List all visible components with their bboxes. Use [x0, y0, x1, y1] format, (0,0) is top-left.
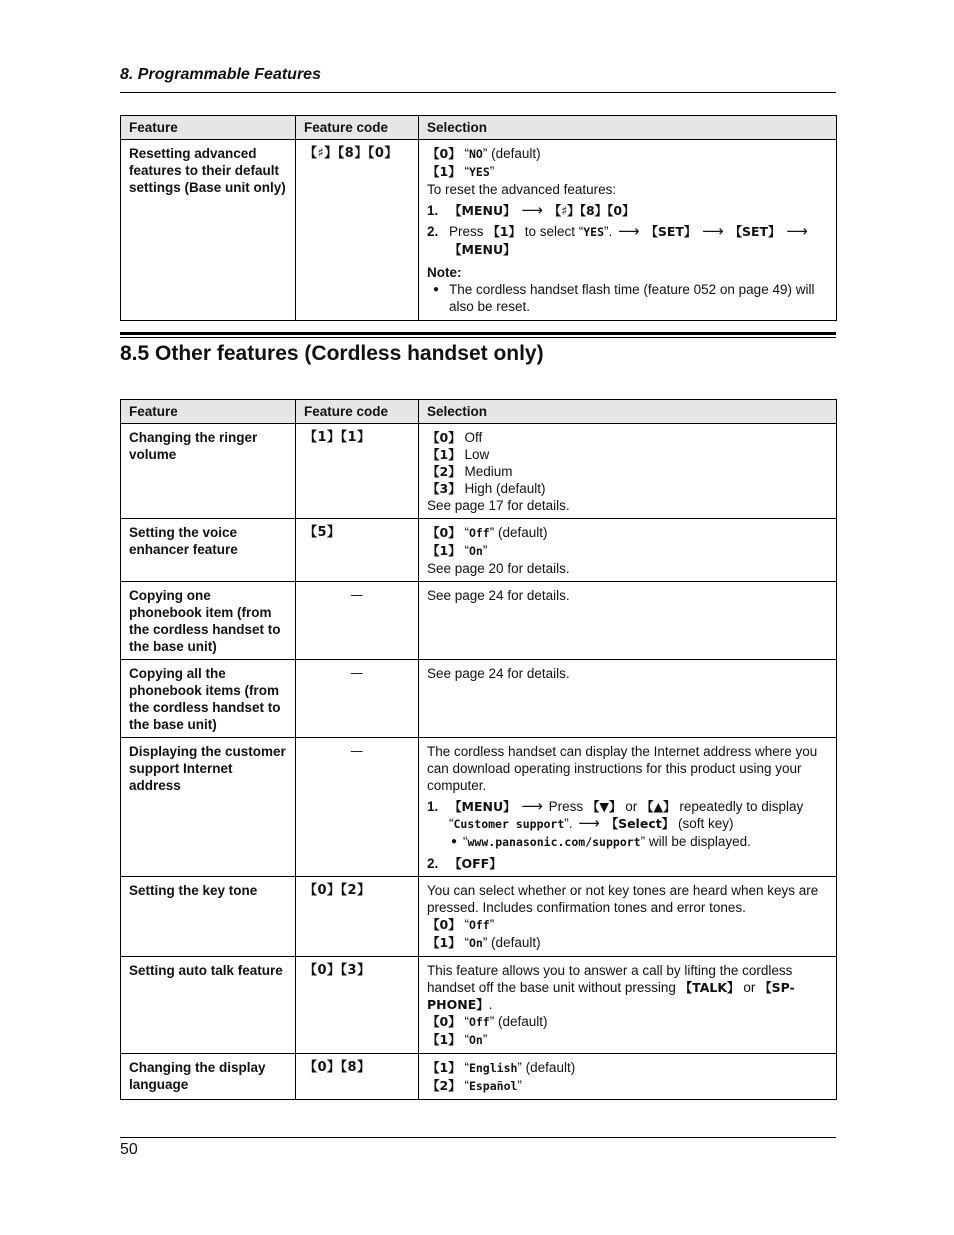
- reset-intro: To reset the advanced features:: [427, 182, 617, 197]
- selection-cell: See page 24 for details.: [419, 582, 837, 660]
- table-row-auto-talk: [121, 957, 837, 1054]
- feature-cell: Changing the ringer volume: [121, 424, 296, 519]
- option-1: 【1】 Low: [427, 447, 490, 462]
- col-header-feature-code: Feature code: [296, 116, 419, 140]
- table-row-voice-enhancer: [121, 519, 837, 582]
- section-title: 8.5 Other features (Cordless handset only): [120, 342, 544, 365]
- selection-cell: [419, 957, 837, 1054]
- selection-cell: [419, 424, 837, 519]
- table-row-display-language: [121, 1054, 837, 1100]
- note-bullet: ● The cordless handset flash time (feature 052 on page 49) will also be reset.: [433, 282, 815, 314]
- arrow-icon: ⟶: [618, 222, 640, 240]
- keytone-intro: You can select whether or not key tones are heard when keys are pressed. Includes confirmation tones and error tones.: [427, 883, 819, 915]
- option-0: 【0】 “Off” (default): [427, 1014, 548, 1029]
- feature-cell: Displaying the customer support Internet address: [121, 738, 296, 877]
- feature-code-cell: 【0】【8】: [296, 1054, 419, 1100]
- note-title: Note:: [427, 265, 462, 280]
- autotalk-intro: This feature allows you to answer a call by lifting the cordless handset off the base unit without pressing 【TALK】 or 【SP-PHONE】.: [427, 963, 795, 1012]
- feature-cell: Setting the key tone: [121, 877, 296, 957]
- feature-cell: Changing the display language: [121, 1054, 296, 1100]
- table-header-row: [121, 116, 837, 140]
- table-row-key-tone: [121, 877, 837, 957]
- col-header-feature-code: Feature code: [296, 400, 419, 424]
- arrow-icon: ⟶: [702, 222, 724, 240]
- option-0: 【0】 “Off”: [427, 917, 495, 932]
- col-header-selection: Selection: [419, 400, 837, 424]
- step-1: 1. 【MENU】 ⟶ Press 【▼】 or 【▲】 repeatedly to display “Customer support”. ⟶ 【Select】 (soft key): [427, 797, 804, 832]
- table-row-ringer-volume: [121, 424, 837, 519]
- selection-cell: See page 24 for details.: [419, 660, 837, 738]
- selection-cell: [419, 140, 837, 321]
- option-1: 【1】 “On” (default): [427, 935, 541, 950]
- col-header-selection: Selection: [419, 116, 837, 140]
- footer-rule: [120, 1137, 836, 1138]
- feature-cell: Copying all the phonebook items (from the cordless handset to the base unit): [121, 660, 296, 738]
- feature-code-cell: 【1】【1】: [296, 424, 419, 519]
- feature-code-cell: 【♯】【8】【0】: [296, 140, 419, 321]
- selection-cell: [419, 738, 837, 877]
- arrow-icon: ⟶: [521, 797, 543, 815]
- header-rule: [120, 92, 836, 93]
- option-1: 【1】 “English” (default): [427, 1060, 576, 1075]
- feature-code-cell: 【0】【2】: [296, 877, 419, 957]
- feature-code-cell: 【0】【3】: [296, 957, 419, 1054]
- table-header-row: [121, 400, 837, 424]
- section-rule-thick: [120, 332, 836, 335]
- col-header-feature: Feature: [121, 116, 296, 140]
- arrow-icon: ⟶: [578, 814, 600, 832]
- option-3: 【3】 High (default): [427, 481, 546, 496]
- option-0: 【0】 “Off” (default): [427, 525, 548, 540]
- see-page: See page 17 for details.: [427, 498, 570, 513]
- support-intro: The cordless handset can display the Internet address where you can download operating instructions for this product using your computer.: [427, 744, 818, 793]
- option-0: 【0】 Off: [427, 430, 483, 445]
- feature-code-cell: —: [296, 582, 419, 660]
- step-1: 1. 【MENU】 ⟶ 【♯】【8】【0】: [427, 201, 635, 219]
- option-2: 【2】 “Español”: [427, 1078, 522, 1093]
- col-header-feature: Feature: [121, 400, 296, 424]
- feature-cell: Setting the voice enhancer feature: [121, 519, 296, 582]
- feature-code-cell: —: [296, 738, 419, 877]
- running-header: 8. Programmable Features: [120, 66, 321, 83]
- bullet-icon: ●: [433, 284, 440, 295]
- page-number: 50: [120, 1141, 138, 1158]
- other-features-table: [120, 399, 837, 1100]
- option-1: 【1】 “On”: [427, 1032, 488, 1047]
- table-row: [121, 140, 837, 321]
- feature-cell: Copying one phonebook item (from the cordless handset to the base unit): [121, 582, 296, 660]
- arrow-icon: ⟶: [521, 201, 543, 219]
- see-page: See page 20 for details.: [427, 561, 570, 576]
- feature-cell: Resetting advanced features to their default settings (Base unit only): [121, 140, 296, 321]
- table-row-copy-all: [121, 660, 837, 738]
- selection-cell: [419, 1054, 837, 1100]
- step-2: 2. 【OFF】: [427, 856, 502, 871]
- option-0: 【0】 “NO” (default): [427, 146, 541, 161]
- selection-cell: [419, 877, 837, 957]
- support-url-bullet: ● “www.panasonic.com/support” will be displayed.: [451, 834, 751, 849]
- feature-code-cell: 【5】: [296, 519, 419, 582]
- advanced-reset-table: [120, 115, 837, 321]
- step-2: 2. Press 【1】 to select “YES”. ⟶ 【SET】 ⟶ 【SET】 ⟶ 【MENU】: [427, 222, 808, 257]
- feature-code-cell: —: [296, 660, 419, 738]
- arrow-icon: ⟶: [786, 222, 808, 240]
- option-1: 【1】 “YES”: [427, 164, 495, 179]
- table-row-copy-one: [121, 582, 837, 660]
- feature-cell: Setting auto talk feature: [121, 957, 296, 1054]
- option-2: 【2】 Medium: [427, 464, 513, 479]
- option-1: 【1】 “On”: [427, 543, 488, 558]
- table-row-customer-support: [121, 738, 837, 877]
- bullet-icon: ●: [451, 836, 458, 847]
- selection-cell: [419, 519, 837, 582]
- section-rule-thin: [120, 337, 836, 338]
